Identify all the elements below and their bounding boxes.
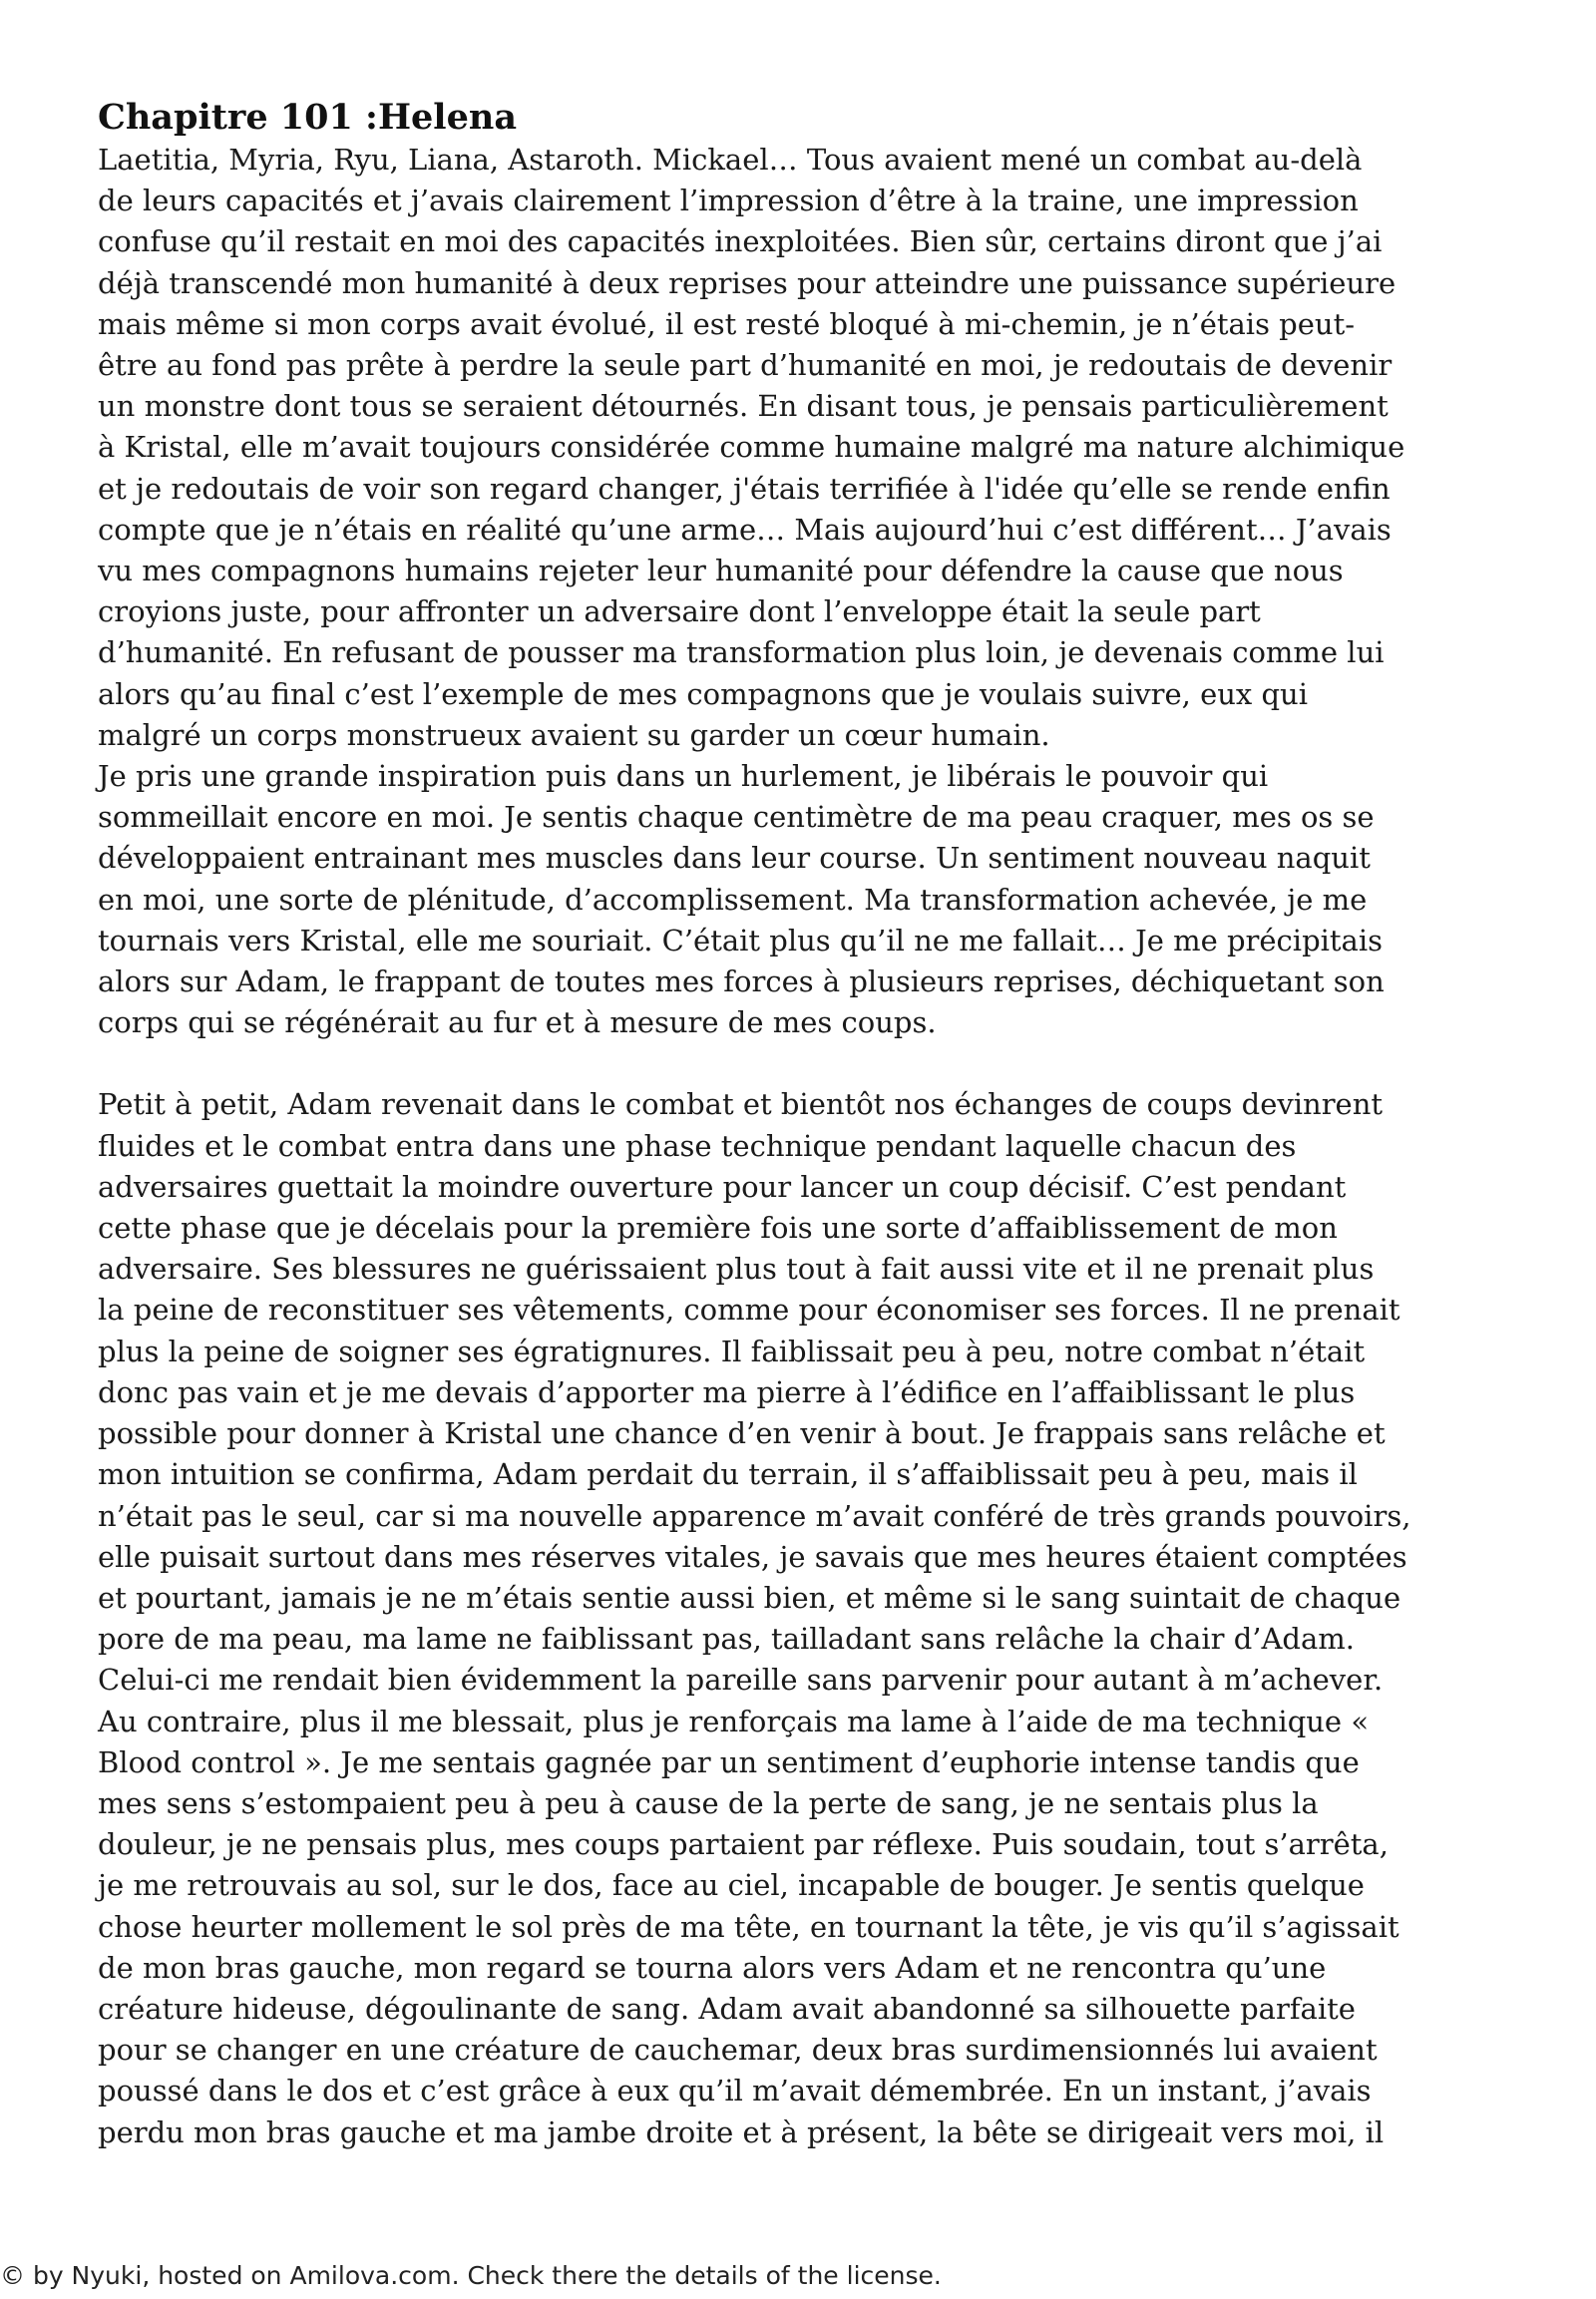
paragraph-3: Petit à petit, Adam revenait dans le combat et bientôt nos échanges de coups devinrent fluides et le combat entra dans une phase technique pendant laquelle chacun des adversaires guettait la moindre ouverture pour lancer un coup décisif. C’est pendant cette phase que je décelais pour la première fois une sorte d’affaiblissement de mon adversaire. Ses blessures ne guérissaient plus tout à fait aussi vite et il ne prenait plus la peine de reconstituer ses vêtements, comme pour économiser ses forces. Il ne prenait plus la peine de soigner ses égratignures. Il faiblissait peu à peu, notre combat n’était donc pas vain et je me devais d’apporter ma pierre à l’édifice en l’affaiblissant le plus possible pour donner à Kristal une chance d’en venir à bout. Je frappais sans relâche et mon intuition se confirma, Adam perdait du terrain, il s’affaiblissait peu à peu, mais il n’était pas le seul, car si ma nouvelle apparence m’avait conféré de très grands pouvoirs, elle puisait surtout dans mes réserves vitales, je savais que mes heures étaient comptées et pourtant, jamais je ne m’étais sentie aussi bien, et même si le sang suintait de chaque pore de ma peau, ma lame ne faiblissant pas, tailladant sans relâche la chair d’Adam. Celui-ci me rendait bien évidemment la pareille sans parvenir pour autant à m’achever. Au contraire, plus il me blessait, plus je renforçais ma lame à l’aide de ma technique « Blood control ». Je me sentais gagnée par un sentiment d’euphorie intense tandis que mes sens s’estompaient peu à peu à cause de la perte de sang, je ne sentais plus la douleur, je ne pensais plus, mes coups partaient par réflexe. Puis soudain, tout s’arrêta, je me retrouvais au sol, sur le dos, face au ciel, incapable de bouger. Je sentis quelque chose heurter mollement le sol près de ma tête, en tournant la tête, je vis qu’il s’agissait de mon bras gauche, mon regard se tourna alors vers Adam et ne rencontra qu’une créature hideuse, dégoulinante de sang. Adam avait abandonné sa silhouette parfaite pour se changer en une créature de cauchemar, deux bras surdimensionnés lui avaient poussé dans le dos et c’est grâce à eux qu’il m’avait démembrée. En un instant, j’avais perdu mon bras gauche et ma jambe droite et à présent, la bête se dirigeait vers moi, il	[98, 1087, 1411, 2149]
chapter-page	[98, 96, 1526, 2153]
license-footer: © by Nyuki, hosted on Amilova.com. Check there the details of the license.	[0, 2261, 942, 2290]
paragraph-1: Laetitia, Myria, Ryu, Liana, Astaroth. Mickael… Tous avaient mené un combat au-delà de leurs capacités et j’avais clairement l’impression d’être à la traine, une impression confuse qu’il restait en moi des capacités inexploitées. Bien sûr, certains diront que j’ai déjà transcendé mon humanité à deux reprises pour atteindre une puissance supérieure mais même si mon corps avait évolué, il est resté bloqué à mi-chemin, je n’étais peut- être au fond pas prête à perdre la seule part d’humanité en moi, je redoutais de devenir un monstre dont tous se seraient détournés. En disant tous, je pensais particulièrement à Kristal, elle m’avait toujours considérée comme humaine malgré ma nature alchimique et je redoutais de voir son regard changer, j'étais terrifiée à l'idée qu’elle se rende enfin compte que je n’étais en réalité qu’une arme… Mais aujourd’hui c’est différent… J’avais vu mes compagnons humains rejeter leur humanité pour défendre la cause que nous croyions juste, pour affronter un adversaire dont l’enveloppe était la seule part d’humanité. En refusant de pousser ma transformation plus loin, je devenais comme lui alors qu’au final c’est l’exemple de mes compagnons que je voulais suivre, eux qui malgré un corps monstrueux avaient su garder un cœur humain.	[98, 143, 1405, 752]
paragraph-2: Je pris une grande inspiration puis dans un hurlement, je libérais le pouvoir qui sommeillait encore en moi. Je sentis chaque centimètre de ma peau craquer, mes os se développaient entrainant mes muscles dans leur course. Un sentiment nouveau naquit en moi, une sorte de plénitude, d’accomplissement. Ma transformation achevée, je me tournais vers Kristal, elle me souriait. C’était plus qu’il ne me fallait… Je me précipitais alors sur Adam, le frappant de toutes mes forces à plusieurs reprises, déchiquetant son corps qui se régénérait au fur et à mesure de mes coups.	[98, 759, 1385, 1040]
chapter-title: Chapitre 101 :Helena	[98, 97, 517, 138]
